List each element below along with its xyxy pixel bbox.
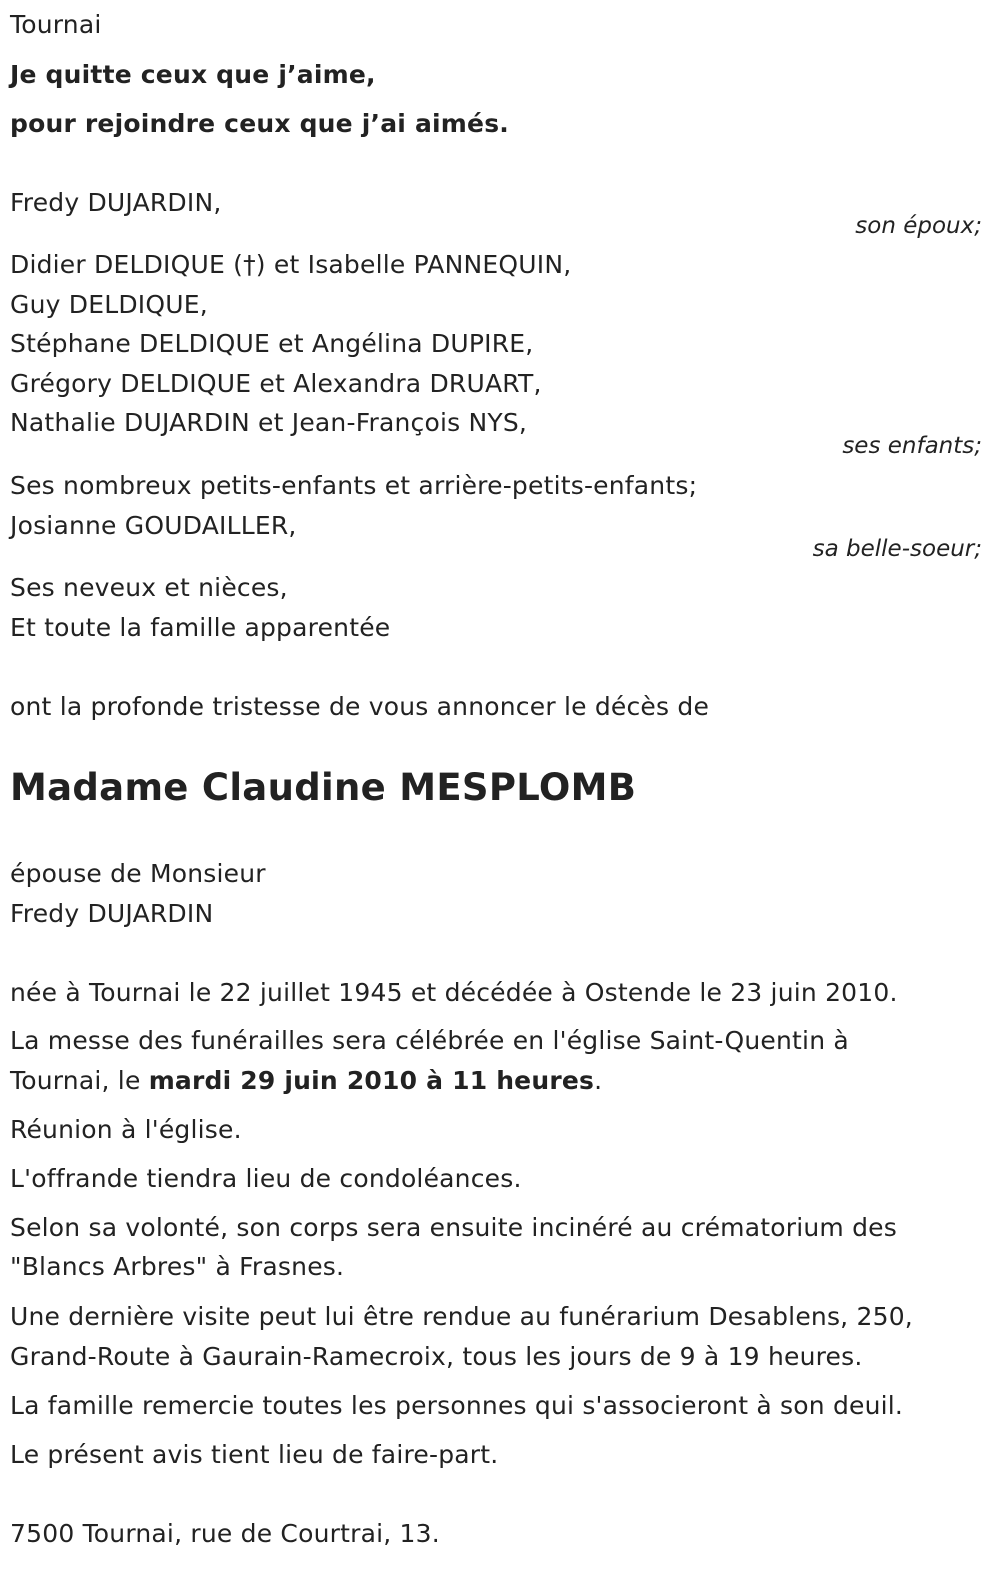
extended-family: Et toute la famille apparentée [10, 613, 391, 642]
mass-line-2 [10, 1066, 602, 1096]
cremation-line-2: "Blancs Arbres" à Frasnes. [10, 1252, 345, 1281]
deceased-name: Madame Claudine MESPLOMB [10, 766, 637, 809]
child-3: Stéphane DELDIQUE et Angélina DUPIRE, [10, 329, 534, 358]
visit-line-2: Grand-Route à Gaurain-Ramecroix, tous les jours de 9 à 19 heures. [10, 1342, 863, 1371]
offering-line: L'offrande tiendra lieu de condoléances. [10, 1164, 522, 1193]
cremation-line-1: Selon sa volonté, son corps sera ensuite incinéré au crématorium des [10, 1213, 897, 1242]
child-2: Guy DELDIQUE, [10, 290, 208, 319]
child-4: Grégory DELDIQUE et Alexandra DRUART, [10, 369, 542, 398]
child-5: Nathalie DUJARDIN et Jean-François NYS, [10, 408, 528, 437]
quote-line-2: pour rejoindre ceux que j’ai aimés. [10, 109, 509, 138]
mass-date-time: mardi 29 juin 2010 à 11 heures [148, 1066, 595, 1095]
quote-line-1: Je quitte ceux que j’aime, [10, 60, 376, 89]
mass-line-2-prefix: Tournai, le [10, 1066, 149, 1095]
spouse-name: Fredy DUJARDIN, [10, 188, 222, 217]
meeting-line: Réunion à l'église. [10, 1115, 242, 1144]
sister-in-law-name: Josianne GOUDAILLER, [10, 511, 297, 540]
notice-line: Le présent avis tient lieu de faire-part. [10, 1440, 499, 1469]
city-heading: Tournai [10, 10, 102, 39]
mass-line-1: La messe des funérailles sera célébrée en l'église Saint-Quentin à [10, 1026, 849, 1055]
thanks-line: La famille remercie toutes les personnes qui s'associeront à son deuil. [10, 1391, 904, 1420]
child-1: Didier DELDIQUE (†) et Isabelle PANNEQUIN, [10, 250, 572, 279]
visit-line-1: Une dernière visite peut lui être rendue au funérarium Desablens, 250, [10, 1302, 913, 1331]
nephews-nieces: Ses neveux et nièces, [10, 573, 288, 602]
sister-in-law-role: sa belle-soeur; [812, 536, 982, 562]
birth-death-line: née à Tournai le 22 juillet 1945 et décédée à Ostende le 23 juin 2010. [10, 978, 898, 1007]
spouse-of-line-2: Fredy DUJARDIN [10, 899, 214, 928]
grandchildren: Ses nombreux petits-enfants et arrière-petits-enfants; [10, 471, 698, 500]
announcement-text: ont la profonde tristesse de vous annoncer le décès de [10, 692, 710, 721]
spouse-role: son époux; [855, 213, 982, 239]
children-role: ses enfants; [842, 433, 982, 459]
spouse-of-line-1: épouse de Monsieur [10, 859, 266, 888]
mass-line-2-suffix: . [594, 1066, 603, 1095]
address-line: 7500 Tournai, rue de Courtrai, 13. [10, 1519, 440, 1548]
